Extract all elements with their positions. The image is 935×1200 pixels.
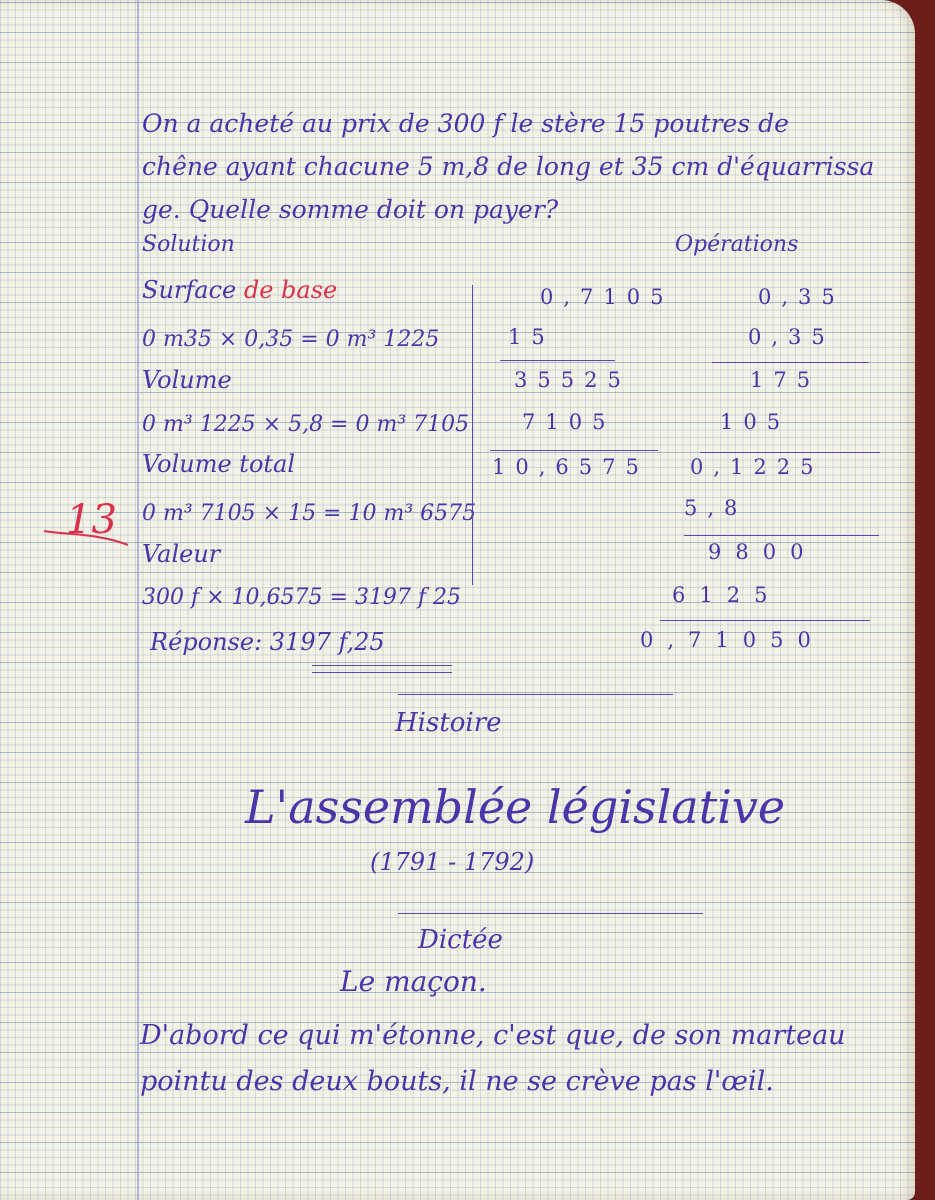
op-left-row-5: 10,6575 bbox=[492, 455, 649, 479]
dictation-line-1: D'abord ce qui m'étonne, c'est que, de son marteau bbox=[140, 1020, 846, 1051]
surface-label-text: Surface bbox=[142, 276, 237, 304]
grade-mark bbox=[42, 487, 130, 557]
problem-line-1: On a acheté au prix de 300 f le stère 15 poutres de bbox=[142, 109, 789, 138]
op-left-rule-2 bbox=[490, 450, 658, 451]
op-right-row-2: 0,35 bbox=[748, 325, 835, 349]
op-right-rule-4 bbox=[660, 620, 870, 621]
op-right-row-9: 0,71050 bbox=[640, 628, 825, 652]
op-left-row-1: 0,7105 bbox=[540, 285, 674, 309]
dictation-separator bbox=[398, 913, 703, 914]
dictation-title: Le maçon. bbox=[340, 965, 487, 998]
history-label: Histoire bbox=[395, 708, 502, 738]
op-left-rule-1 bbox=[500, 360, 615, 361]
problem-line-3: ge. Quelle somme doit on payer? bbox=[142, 195, 559, 224]
op-right-row-7: 9800 bbox=[708, 540, 818, 564]
valeur-label: Valeur bbox=[142, 540, 221, 568]
op-right-row-1: 0,35 bbox=[758, 285, 845, 309]
answer: Réponse: 3197 f,25 bbox=[150, 628, 385, 656]
surface-label bbox=[142, 276, 337, 304]
surface-calc: 0 m35 × 0,35 = 0 m³ 1225 bbox=[142, 327, 440, 352]
dictation-line-2: pointu des deux bouts, il ne se crève pas l'œil. bbox=[140, 1066, 774, 1097]
op-left-row-4: 7105 bbox=[522, 410, 616, 434]
grade-value: 13 bbox=[66, 497, 117, 543]
op-left-row-3: 35525 bbox=[514, 368, 631, 392]
history-separator bbox=[398, 694, 673, 695]
problem-line-2: chêne ayant chacune 5 m,8 de long et 35 cm d'équarrissa bbox=[142, 152, 875, 181]
history-title: L'assemblée législative bbox=[245, 780, 786, 834]
answer-underline-2 bbox=[312, 672, 452, 673]
op-right-row-3: 175 bbox=[750, 368, 821, 392]
surface-label-red: de base bbox=[243, 276, 338, 304]
operations-heading: Opérations bbox=[675, 232, 799, 257]
solution-heading: Solution bbox=[142, 232, 235, 257]
volume-total-label: Volume total bbox=[142, 450, 296, 478]
volume-total-calc: 0 m³ 7105 × 15 = 10 m³ 6575 bbox=[142, 501, 477, 526]
op-right-rule-3 bbox=[684, 535, 879, 536]
op-left-row-2: 15 bbox=[508, 325, 555, 349]
dictation-label: Dictée bbox=[418, 925, 503, 955]
op-right-row-4: 105 bbox=[720, 410, 791, 434]
margin-line bbox=[137, 0, 139, 1200]
volume-calc: 0 m³ 1225 × 5,8 = 0 m³ 7105 bbox=[142, 412, 470, 437]
op-right-row-6: 5,8 bbox=[684, 496, 748, 520]
op-right-row-8: 6125 bbox=[672, 583, 782, 607]
op-right-row-5: 0,1225 bbox=[690, 455, 824, 479]
op-right-rule-1 bbox=[712, 362, 869, 363]
history-dates: (1791 - 1792) bbox=[370, 848, 535, 876]
operations-divider bbox=[472, 285, 473, 585]
valeur-calc: 300 f × 10,6575 = 3197 f 25 bbox=[142, 585, 462, 610]
op-right-rule-2 bbox=[700, 452, 880, 453]
volume-label: Volume bbox=[142, 366, 232, 394]
answer-underline-1 bbox=[312, 665, 452, 666]
